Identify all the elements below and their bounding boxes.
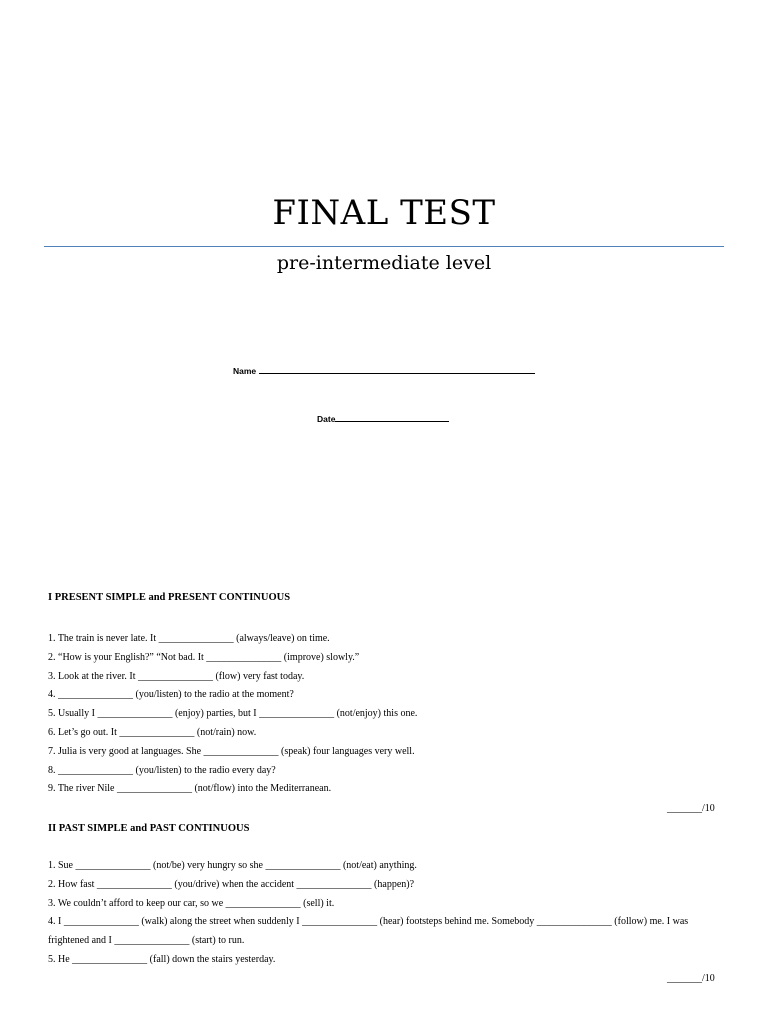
list-item: 1. Sue _______________ (not/be) very hungry so she _______________ (not/eat) anything. xyxy=(48,860,417,871)
list-item: 8. _______________ (you/listen) to the radio every day? xyxy=(48,764,276,776)
list-item: 6. Let’s go out. It _______________ (not/rain) now. xyxy=(48,726,257,738)
list-item: 3. We couldn’t afford to keep our car, so we _______________ (sell) it. xyxy=(48,897,335,909)
section-2-score: _______/10 xyxy=(667,973,715,984)
name-field[interactable] xyxy=(233,364,535,376)
list-item: 2. “How is your English?” “Not bad. It _______________ (improve) slowly.” xyxy=(48,651,360,663)
section-1-score: _______/10 xyxy=(667,803,715,814)
list-item: 5. He _______________ (fall) down the stairs yesterday. xyxy=(48,953,276,965)
name-label: Name xyxy=(233,366,257,376)
list-item: 2. How fast _______________ (you/drive) when the accident _______________ (happen)? xyxy=(48,878,415,890)
section-1-list xyxy=(48,630,728,799)
list-item: 4. _______________ (you/listen) to the radio at the moment? xyxy=(48,689,294,701)
list-item: 3. Look at the river. It _______________ (flow) very fast today. xyxy=(48,670,305,682)
name-blank[interactable] xyxy=(259,364,535,374)
list-item: 5. Usually I _______________ (enjoy) parties, but I _______________ (not/enjoy) this one. xyxy=(48,708,418,720)
page-subtitle: pre-intermediate level xyxy=(276,252,492,274)
date-blank[interactable] xyxy=(335,412,449,422)
date-field[interactable] xyxy=(317,412,449,424)
date-label: Date xyxy=(317,414,336,424)
list-item: 1. The train is never late. It _______________ (always/leave) on time. xyxy=(48,633,330,644)
list-item: 7. Julia is very good at languages. She _______________ (speak) four languages very well. xyxy=(48,745,415,757)
page-title: FINAL TEST xyxy=(272,193,496,233)
section-2-list xyxy=(48,857,728,970)
list-item: 4. I _______________ (walk) along the street when suddenly I _______________ (hear) footsteps behind me. Somebody _______________ (follow) me. I was frightened and I _______________ (start) to run. xyxy=(48,916,689,947)
section-1-heading: I PRESENT SIMPLE and PRESENT CONTINUOUS xyxy=(48,592,291,603)
section-2-heading: II PAST SIMPLE and PAST CONTINUOUS xyxy=(48,823,250,834)
title-divider xyxy=(44,246,724,247)
list-item: 9. The river Nile _______________ (not/flow) into the Mediterranean. xyxy=(48,783,332,795)
